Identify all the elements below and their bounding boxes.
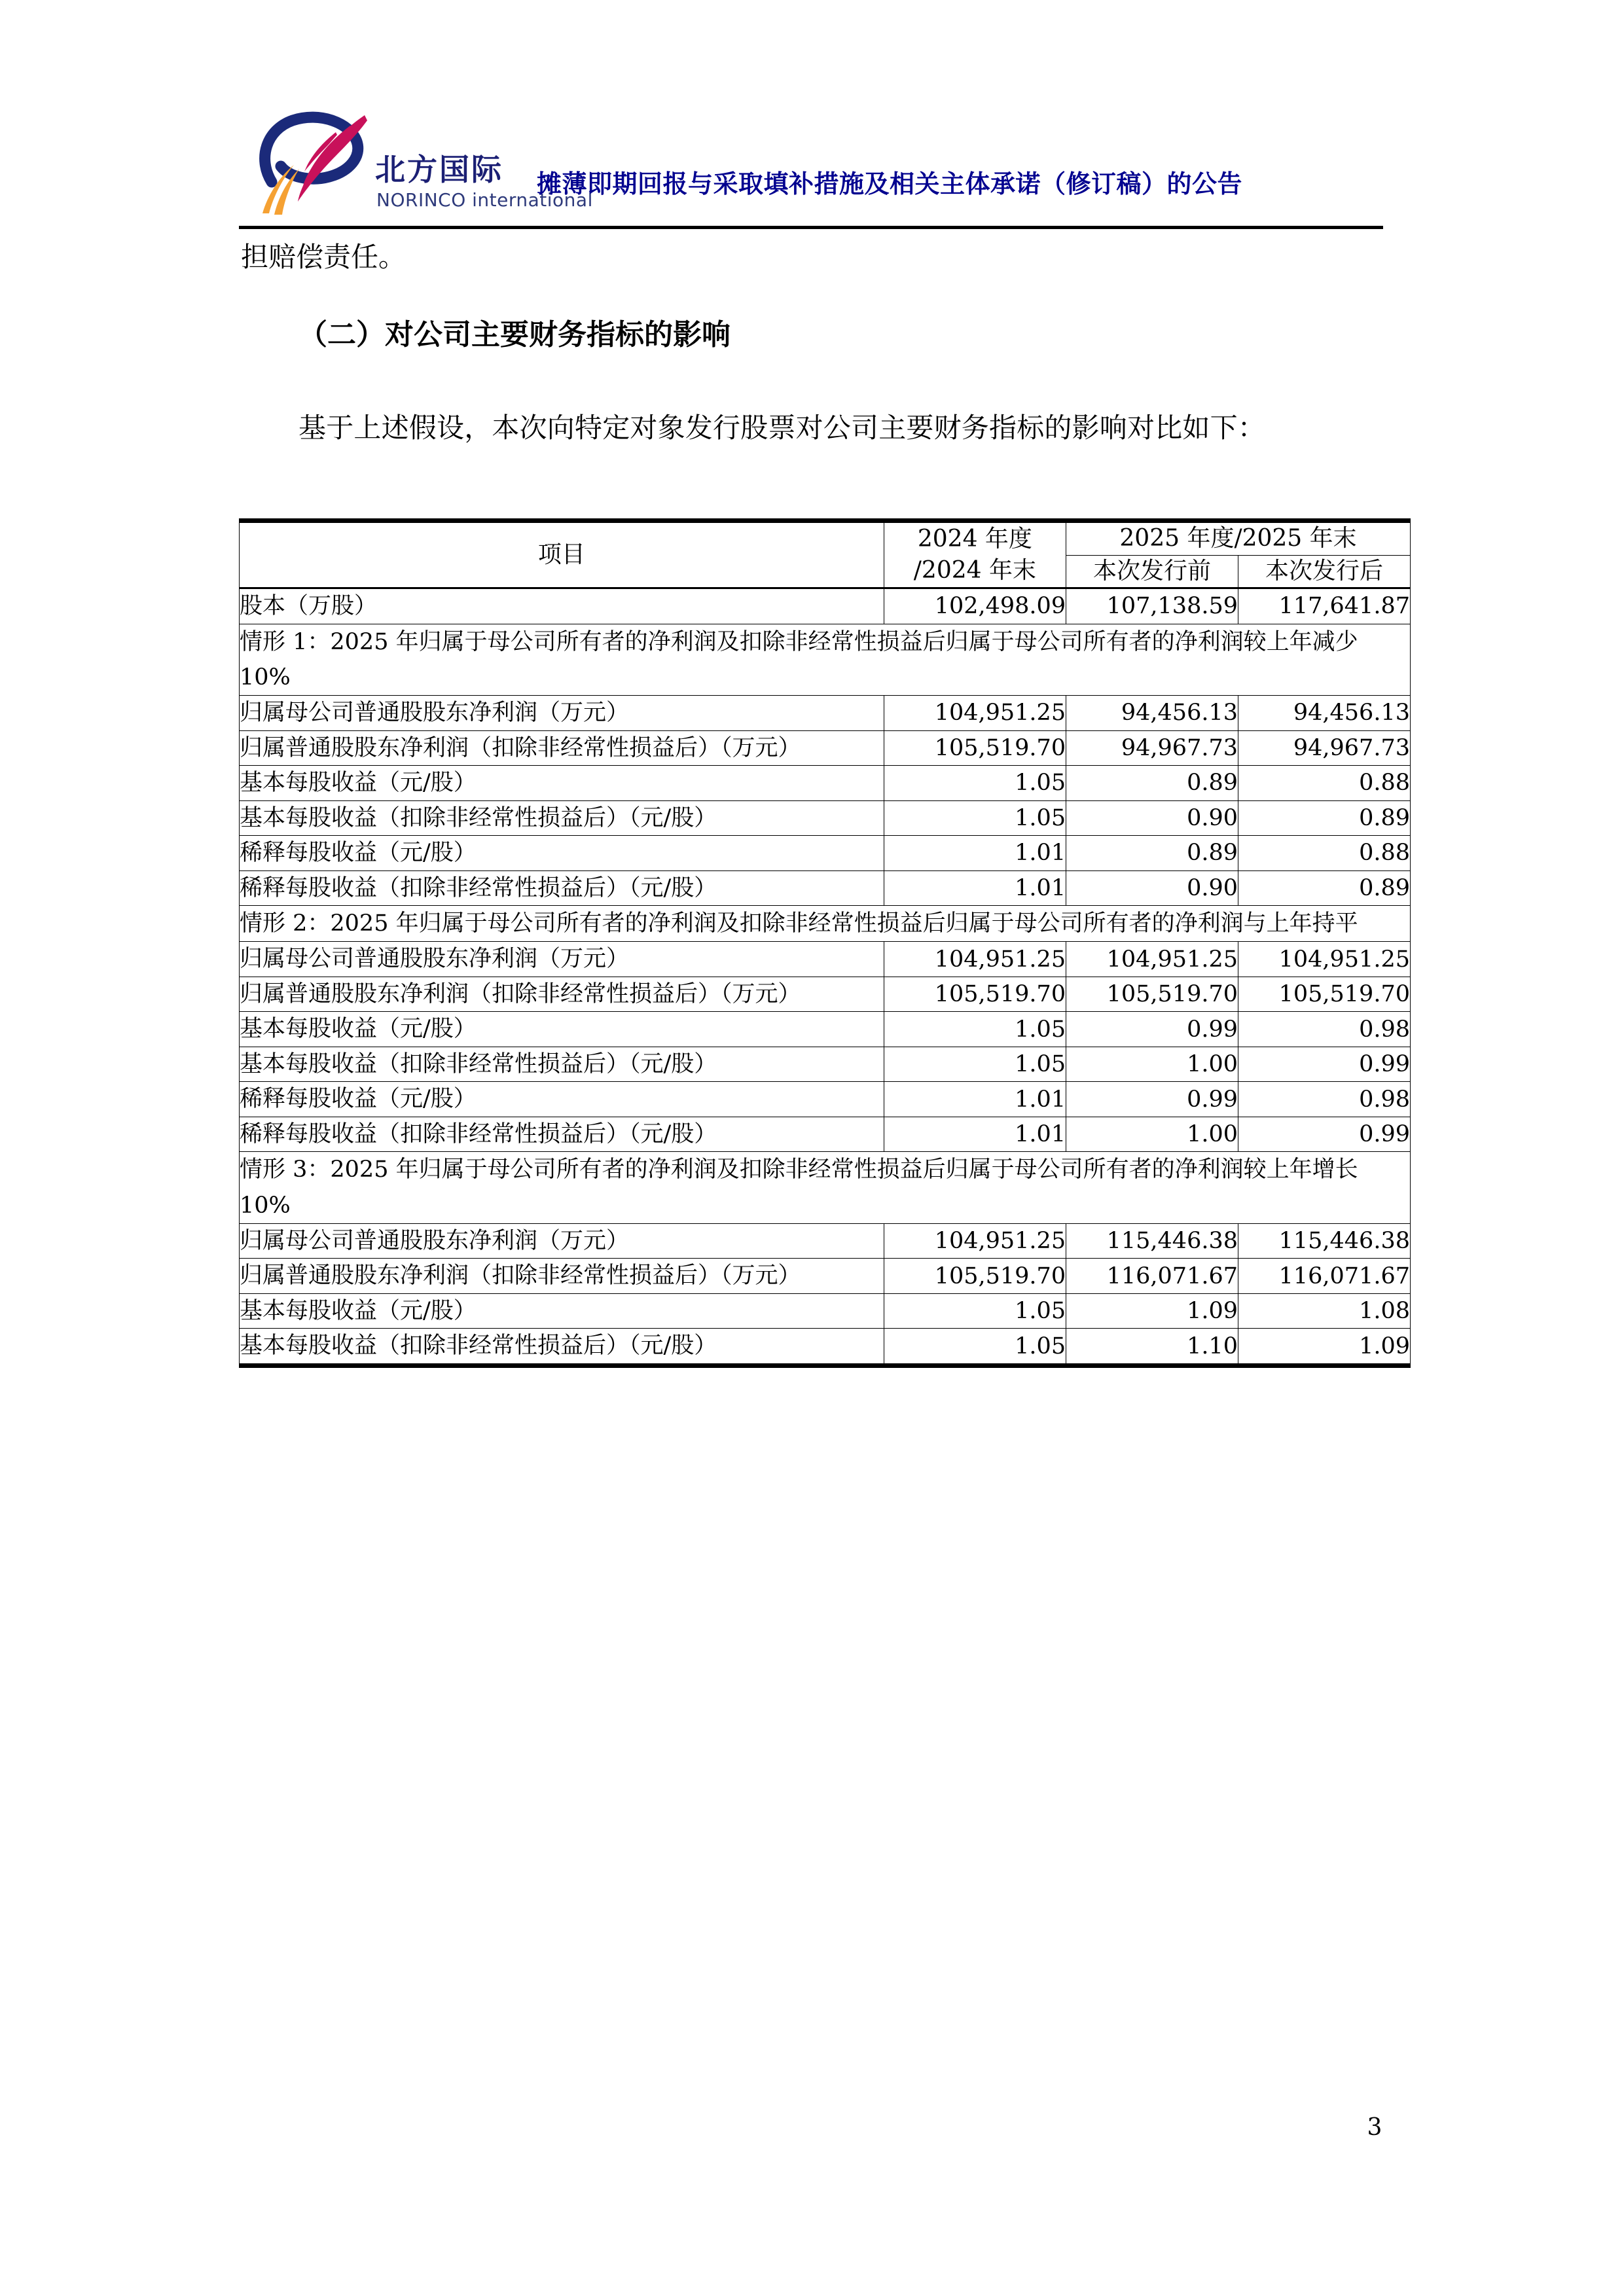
norinco-logo-icon [252, 103, 376, 216]
table-row [240, 1012, 1411, 1047]
row-label: 基本每股收益（扣除非经常性损益后）（元/股） [240, 800, 884, 836]
cell-post-issue: 0.99 [1238, 1047, 1411, 1082]
cell-2024: 1.05 [884, 766, 1066, 801]
cell-post-issue: 104,951.25 [1238, 942, 1411, 977]
cell-pre-issue: 1.00 [1066, 1117, 1238, 1152]
cell-post-issue: 0.99 [1238, 1117, 1411, 1152]
cell-post-issue: 117,641.87 [1238, 588, 1411, 624]
cell-post-issue: 1.09 [1238, 1329, 1411, 1366]
row-label: 归属母公司普通股股东净利润（万元） [240, 1223, 884, 1259]
row-label: 股本（万股） [240, 588, 884, 624]
cell-post-issue: 0.88 [1238, 766, 1411, 801]
column-header-item: 项目 [240, 521, 884, 588]
cell-pre-issue: 107,138.59 [1066, 588, 1238, 624]
cell-2024: 104,951.25 [884, 696, 1066, 731]
section-heading: （二）对公司主要财务指标的影响 [298, 318, 731, 351]
cell-post-issue: 94,456.13 [1238, 696, 1411, 731]
cell-pre-issue: 116,071.67 [1066, 1259, 1238, 1294]
cell-2024: 105,519.70 [884, 730, 1066, 766]
table-row [240, 1223, 1411, 1259]
cell-pre-issue: 115,446.38 [1066, 1223, 1238, 1259]
table-row [240, 1329, 1411, 1366]
cell-2024: 1.05 [884, 800, 1066, 836]
table-row [240, 836, 1411, 871]
table-row [240, 870, 1411, 906]
carry-over-text: 担赔偿责任。 [241, 241, 406, 273]
cell-2024: 105,519.70 [884, 1259, 1066, 1294]
row-label: 稀释每股收益（元/股） [240, 836, 884, 871]
document-header [239, 98, 1381, 229]
table-header [240, 521, 1411, 588]
logo-text-chinese: 北方国际 [375, 152, 503, 187]
cell-2024: 104,951.25 [884, 1223, 1066, 1259]
cell-pre-issue: 0.90 [1066, 800, 1238, 836]
cell-post-issue: 116,071.67 [1238, 1259, 1411, 1294]
logo-text-english: NORINCO international [376, 189, 593, 211]
cell-pre-issue: 1.09 [1066, 1293, 1238, 1329]
cell-pre-issue: 94,967.73 [1066, 730, 1238, 766]
cell-post-issue: 115,446.38 [1238, 1223, 1411, 1259]
row-label: 归属普通股股东净利润（扣除非经常性损益后）（万元） [240, 1259, 884, 1294]
cell-2024: 1.05 [884, 1293, 1066, 1329]
scenario-heading-row [240, 906, 1411, 942]
cell-2024: 102,498.09 [884, 588, 1066, 624]
row-label: 基本每股收益（元/股） [240, 1293, 884, 1329]
row-label: 归属普通股股东净利润（扣除非经常性损益后）（万元） [240, 730, 884, 766]
cell-pre-issue: 104,951.25 [1066, 942, 1238, 977]
cell-2024: 1.05 [884, 1047, 1066, 1082]
table-row [240, 1082, 1411, 1117]
row-label: 稀释每股收益（扣除非经常性损益后）（元/股） [240, 870, 884, 906]
column-header-2024-line1: 2024 年度 [917, 525, 1032, 552]
cell-2024: 1.05 [884, 1012, 1066, 1047]
scenario-heading: 情形 1：2025 年归属于母公司所有者的净利润及扣除非经常性损益后归属于母公司所有者的净利润较上年减少 10% [240, 624, 1411, 696]
cell-2024: 1.01 [884, 1117, 1066, 1152]
cell-post-issue: 94,967.73 [1238, 730, 1411, 766]
scenario-heading-row [240, 624, 1411, 696]
scenario-heading: 情形 3：2025 年归属于母公司所有者的净利润及扣除非经常性损益后归属于母公司所有者的净利润较上年增长 10% [240, 1152, 1411, 1224]
cell-pre-issue: 0.89 [1066, 836, 1238, 871]
table-row [240, 977, 1411, 1012]
cell-pre-issue: 0.90 [1066, 870, 1238, 906]
row-label: 基本每股收益（元/股） [240, 766, 884, 801]
table-row [240, 800, 1411, 836]
row-label: 归属普通股股东净利润（扣除非经常性损益后）（万元） [240, 977, 884, 1012]
cell-2024: 1.05 [884, 1329, 1066, 1366]
row-label: 稀释每股收益（扣除非经常性损益后）（元/股） [240, 1117, 884, 1152]
cell-post-issue: 1.08 [1238, 1293, 1411, 1329]
cell-pre-issue: 0.99 [1066, 1012, 1238, 1047]
column-header-pre-issue: 本次发行前 [1066, 555, 1238, 588]
table-row [240, 1047, 1411, 1082]
cell-2024: 1.01 [884, 836, 1066, 871]
scenario-heading: 情形 2：2025 年归属于母公司所有者的净利润及扣除非经常性损益后归属于母公司所有者的净利润与上年持平 [240, 906, 1411, 942]
company-logo [252, 103, 593, 216]
cell-2024: 104,951.25 [884, 942, 1066, 977]
cell-pre-issue: 1.00 [1066, 1047, 1238, 1082]
table-row [240, 1259, 1411, 1294]
cell-post-issue: 105,519.70 [1238, 977, 1411, 1012]
table-row [240, 1117, 1411, 1152]
row-label: 稀释每股收益（元/股） [240, 1082, 884, 1117]
cell-pre-issue: 105,519.70 [1066, 977, 1238, 1012]
scenario-heading-row [240, 1152, 1411, 1224]
cell-post-issue: 0.89 [1238, 800, 1411, 836]
column-header-post-issue: 本次发行后 [1238, 555, 1411, 588]
header-divider-rule [239, 226, 1383, 229]
cell-post-issue: 0.98 [1238, 1082, 1411, 1117]
intro-paragraph: 基于上述假设，本次向特定对象发行股票对公司主要财务指标的影响对比如下： [298, 412, 1266, 444]
table-row [240, 730, 1411, 766]
cell-post-issue: 0.89 [1238, 870, 1411, 906]
row-label: 基本每股收益（扣除非经常性损益后）（元/股） [240, 1329, 884, 1366]
row-label: 基本每股收益（元/股） [240, 1012, 884, 1047]
table-row [240, 766, 1411, 801]
cell-2024: 105,519.70 [884, 977, 1066, 1012]
cell-post-issue: 0.98 [1238, 1012, 1411, 1047]
page-number: 3 [1367, 2114, 1382, 2141]
cell-pre-issue: 0.89 [1066, 766, 1238, 801]
row-label: 归属母公司普通股股东净利润（万元） [240, 942, 884, 977]
table-row [240, 588, 1411, 624]
table-row [240, 1293, 1411, 1329]
table-row [240, 696, 1411, 731]
table-body [240, 588, 1411, 1366]
column-header-2024 [884, 521, 1066, 588]
cell-pre-issue: 94,456.13 [1066, 696, 1238, 731]
cell-2024: 1.01 [884, 1082, 1066, 1117]
column-header-2024-line2: /2024 年末 [913, 557, 1036, 584]
row-label: 基本每股收益（扣除非经常性损益后）（元/股） [240, 1047, 884, 1082]
column-header-2025-group: 2025 年度/2025 年末 [1066, 521, 1411, 556]
cell-post-issue: 0.88 [1238, 836, 1411, 871]
cell-2024: 1.01 [884, 870, 1066, 906]
header-title: 摊薄即期回报与采取填补措施及相关主体承诺（修订稿）的公告 [537, 170, 1243, 198]
financial-impact-table [239, 518, 1411, 1368]
cell-pre-issue: 0.99 [1066, 1082, 1238, 1117]
cell-pre-issue: 1.10 [1066, 1329, 1238, 1366]
row-label: 归属母公司普通股股东净利润（万元） [240, 696, 884, 731]
table-row [240, 942, 1411, 977]
